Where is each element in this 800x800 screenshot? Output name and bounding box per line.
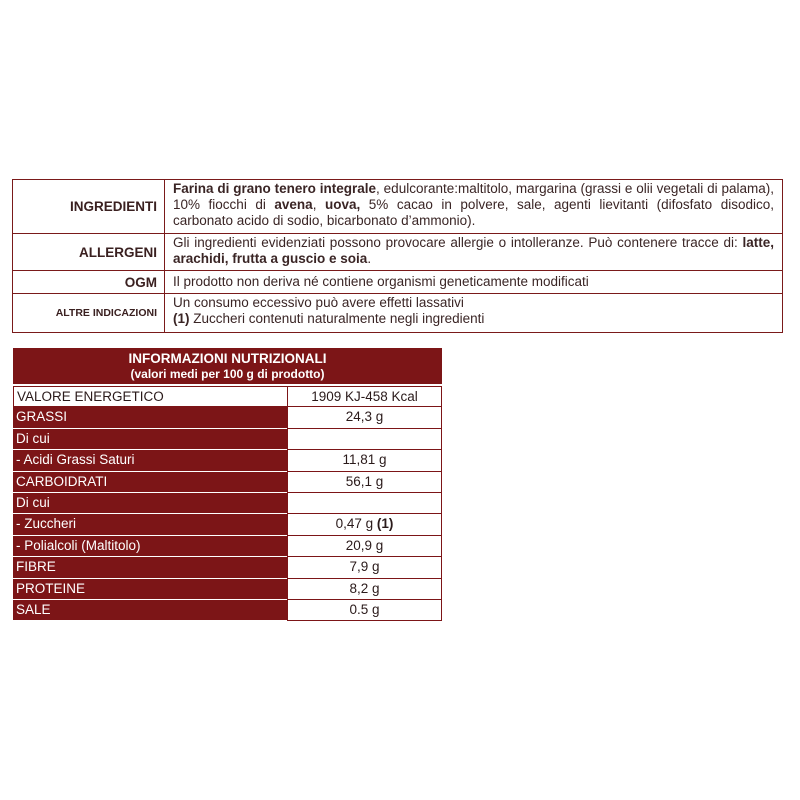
nutrition-row	[13, 386, 442, 407]
nutrient-name: - Zuccheri	[13, 514, 287, 535]
nutrient-value: 11,81 g	[287, 450, 442, 471]
nutrition-row	[13, 450, 442, 471]
gmo-text: Il prodotto non deriva né contiene organismi geneticamente modificati	[173, 274, 589, 289]
allergens-row	[13, 233, 782, 270]
ingredient-text: , edulcorante:maltitolo, margarina (grassi e olii vegetali di palama), 10% fiocchi di	[173, 181, 774, 212]
nutrient-name: CARBOIDRATI	[13, 472, 287, 493]
nutrient-value: 20,9 g	[287, 536, 442, 557]
ingredients-label: INGREDIENTI	[13, 180, 165, 233]
nutrient-value-text: 0,47 g	[335, 516, 374, 532]
allergens-label: ALLERGENI	[13, 234, 165, 270]
nutrition-row	[13, 557, 442, 578]
nutrition-row	[13, 579, 442, 600]
nutrient-value: 7,9 g	[287, 557, 442, 578]
nutrient-name: - Acidi Grassi Saturi	[13, 450, 287, 471]
sugar-note-text: Zuccheri contenuti naturalmente negli ingredienti	[189, 311, 485, 326]
sugar-note-ref: (1)	[173, 311, 190, 326]
nutrient-value: 1909 KJ-458 Kcal	[287, 386, 442, 407]
ingredients-table	[12, 179, 783, 333]
nutrition-row	[13, 407, 442, 428]
allergen-text: Gli ingredienti evidenziati possono provocare allergie o intolleranze. Può contenere tracce di:	[173, 235, 743, 250]
nutrient-value: 0.5 g	[287, 600, 442, 621]
nutrient-value: 8,2 g	[287, 579, 442, 600]
ingredients-text	[165, 180, 782, 233]
nutrition-row	[13, 472, 442, 493]
nutrition-row	[13, 429, 442, 450]
nutrient-name: GRASSI	[13, 407, 287, 428]
nutrient-value	[287, 514, 442, 535]
other-info-label: ALTRE INDICAZIONI	[13, 294, 165, 332]
ingredient-text: 5% cacao in polvere, sale, agenti lievitanti (difosfato disodico, carbonato acido di sodio, bicarbonato d’ammonio).	[173, 197, 775, 228]
nutrition-row	[13, 600, 442, 621]
nutrient-name: SALE	[13, 600, 287, 621]
nutrient-name: PROTEINE	[13, 579, 287, 600]
allergen-text: .	[367, 251, 372, 266]
ingredient-text: ,	[312, 197, 325, 212]
ingredients-row	[13, 180, 782, 233]
nutrition-subtitle: (valori medi per 100 g di prodotto)	[130, 367, 325, 381]
nutrient-footnote-ref: (1)	[376, 516, 394, 532]
ingredient-highlight: avena	[274, 197, 313, 212]
nutrient-value	[287, 493, 442, 514]
nutrition-row	[13, 514, 442, 535]
nutrition-title: INFORMAZIONI NUTRIZIONALI	[128, 351, 327, 366]
nutrient-name: VALORE ENERGETICO	[13, 386, 287, 407]
ingredient-highlight: Farina di grano tenero integrale	[173, 181, 377, 196]
other-info-row	[13, 293, 782, 332]
ingredient-highlight: uova,	[324, 197, 361, 212]
nutrition-row	[13, 493, 442, 514]
other-info-text	[165, 294, 782, 332]
nutrient-name: Di cui	[13, 493, 287, 514]
nutrient-name: Di cui	[13, 429, 287, 450]
nutrient-value: 56,1 g	[287, 472, 442, 493]
nutrition-row	[13, 536, 442, 557]
nutrient-name: - Polialcoli (Maltitolo)	[13, 536, 287, 557]
allergens-text	[165, 234, 782, 270]
nutrient-name: FIBRE	[13, 557, 287, 578]
nutrient-value	[287, 429, 442, 450]
nutrition-header	[13, 348, 442, 384]
nutrition-table	[13, 348, 442, 621]
laxative-note: Un consumo eccessivo può avere effetti lassativi	[173, 295, 464, 310]
sugar-note	[173, 311, 774, 327]
allergen-highlight: latte, arachidi, frutta a guscio e soia	[173, 235, 774, 266]
gmo-label: OGM	[13, 271, 165, 293]
nutrient-value: 24,3 g	[287, 407, 442, 428]
gmo-row	[13, 270, 782, 293]
